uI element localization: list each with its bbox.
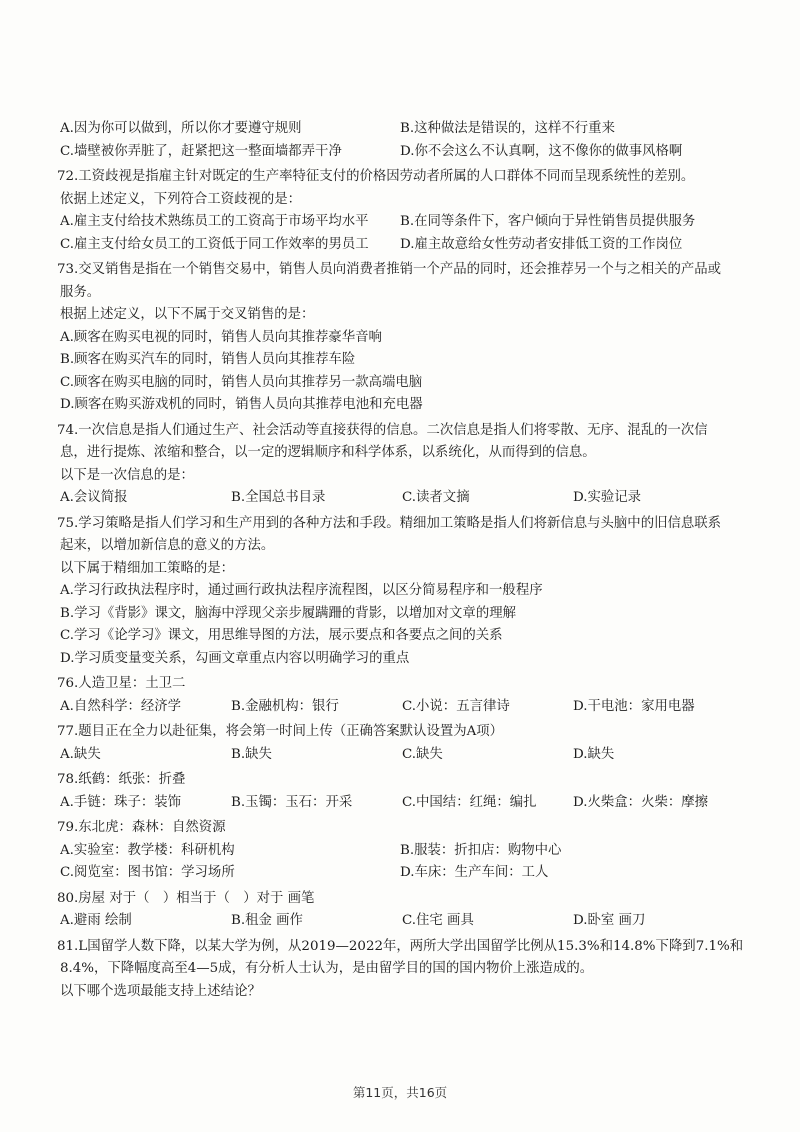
question-stem: 79.东北虎：森林：自然资源 (57, 820, 226, 835)
option-b: B.在同等条件下，客户倾向于异性销售员提供服务 (400, 214, 696, 229)
option-b: B.顾客在购买汽车的同时，销售人员向其推荐车险 (60, 352, 356, 367)
question-prompt: 依据上述定义，下列符合工资歧视的是： (60, 191, 302, 207)
option-b: B.租金 画作 (231, 913, 303, 928)
option-c: C.中国结：红绳：编扎 (402, 794, 537, 810)
question-prompt: 以下属于精细加工策略的是： (60, 560, 235, 576)
option-c: C.读者文摘 (402, 490, 470, 505)
option-a: A.缺失 (60, 746, 101, 762)
option-b: B.玉镯：玉石：开采 (231, 794, 353, 810)
question-stem-continued: 起来，以增加新信息的意义的方法。 (60, 538, 275, 553)
option-d: D.卧室 画刀 (573, 913, 646, 928)
option-d: D.火柴盒：火柴：摩擦 (573, 794, 709, 810)
question-72 (57, 166, 757, 256)
question-stem-continued: 8.4%，下降幅度高至4—5成，有分析人士认为，是由留学目的国的国内物价上涨造成的。 (60, 961, 594, 976)
option-a: A.雇主支付给技术熟练员工的工资高于市场平均水平 (60, 214, 369, 229)
option-b: B.这种做法是错误的，这样不行重来 (400, 121, 615, 136)
option-a: A.自然科学：经济学 (60, 698, 182, 714)
option-c: C.住宅 画具 (402, 913, 474, 928)
option-a: A.避雨 绘制 (60, 913, 132, 928)
option-d: D.学习质变量变关系，勾画文章重点内容以明确学习的重点 (60, 650, 410, 666)
question-stem: 74.一次信息是指人们通过生产、社会活动等直接获得的信息。二次信息是指人们将零散、无序、混乱的一次信 (57, 422, 708, 438)
question-80 (57, 888, 757, 933)
option-b: B.服装：折扣店：购物中心 (400, 842, 562, 858)
option-a: A.因为你可以做到，所以你才要遵守规则 (60, 121, 302, 136)
option-c: C.顾客在购买电脑的同时，销售人员向其推荐另一款高端电脑 (60, 374, 423, 390)
question-74 (57, 420, 757, 510)
option-c: C.学习《论学习》课文，用思维导图的方法，展示要点和各要点之间的关系 (60, 628, 503, 643)
option-c: C.阅览室：图书馆：学习场所 (60, 865, 235, 880)
question-prompt: 根据上述定义，以下不属于交叉销售的是： (60, 307, 315, 322)
question-73 (57, 259, 757, 417)
question-stem: 78.纸鹤：纸张：折叠 (57, 772, 186, 787)
option-a: A.顾客在购买电视的同时，销售人员向其推荐豪华音响 (60, 329, 382, 345)
option-d: D.雇主故意给女性劳动者安排低工资的工作岗位 (400, 236, 683, 252)
question-stem: 73.交叉销售是指在一个销售交易中，销售人员向消费者推销一个产品的同时，还会推荐另一个与之相关的产品或 (57, 262, 722, 277)
question-stem: 77.题目正在全力以赴征集，将会第一时间上传（正确答案默认设置为A项） (57, 724, 504, 739)
option-d: D.干电池：家用电器 (573, 698, 695, 714)
option-a: A.会议简报 (60, 490, 128, 505)
question-stem-continued: 息，进行提炼、浓缩和整合，以一定的逻辑顺序和科学体系，以系统化，从而得到的信息。 (60, 445, 596, 460)
page-number: 第11页，共16页 (352, 1085, 448, 1100)
option-b: B.金融机构：银行 (231, 698, 339, 714)
question-stem: 81.L国留学人数下降，以某大学为例，从2019—2022年，两所大学出国留学比例从15.3%和14.8%下降到7.1%和 (57, 938, 744, 954)
option-b: B.缺失 (231, 746, 272, 762)
option-c: C.小说：五言律诗 (402, 698, 510, 714)
option-c: C.缺失 (402, 746, 443, 762)
option-c: C.墙壁被你弄脏了，赶紧把这一整面墙都弄干净 (60, 143, 342, 159)
question-81 (57, 936, 757, 1004)
question-76 (57, 673, 757, 718)
question-stem: 72.工资歧视是指雇主针对既定的生产率特征支付的价格因劳动者所属的人口群体不同而呈现系统性的差别。 (57, 169, 695, 184)
question-list (57, 118, 757, 1003)
question-stem: 76.人造卫星：土卫二 (57, 676, 186, 691)
question-79 (57, 817, 757, 885)
option-d: D.顾客在购买游戏机的同时，销售人员向其推荐电池和充电器 (60, 397, 423, 412)
option-a: A.实验室：教学楼：科研机构 (60, 842, 235, 858)
question-stem: 80.房屋 对于（ ）相当于（ ）对于 画笔 (57, 890, 315, 906)
option-d: D.实验记录 (573, 490, 642, 505)
option-b: B.全国总书目录 (231, 490, 326, 505)
question-71 (57, 118, 757, 163)
question-stem-continued: 服务。 (60, 284, 101, 300)
option-b: B.学习《背影》课文，脑海中浮现父亲步履蹒跚的背影，以增加对文章的理解 (60, 605, 516, 621)
option-c: C.雇主支付给女员工的工资低于同工作效率的男员工 (60, 236, 369, 252)
option-a: A.手链：珠子：装饰 (60, 794, 182, 810)
question-prompt: 以下哪个选项最能支持上述结论？ (60, 983, 261, 999)
option-a: A.学习行政执法程序时，通过画行政执法程序流程图，以区分简易程序和一般程序 (60, 583, 543, 598)
option-d: D.缺失 (573, 746, 615, 762)
question-75 (57, 513, 757, 671)
question-77 (57, 721, 757, 766)
question-stem: 75.学习策略是指人们学习和生产用到的各种方法和手段。精细加工策略是指人们将新信息与头脑中的旧信息联系 (57, 515, 722, 531)
option-d: D.车床：生产车间：工人 (400, 865, 549, 880)
question-78 (57, 769, 757, 814)
option-d: D.你不会这么不认真啊，这不像你的做事风格啊 (400, 143, 683, 159)
question-prompt: 以下是一次信息的是： (60, 467, 194, 483)
